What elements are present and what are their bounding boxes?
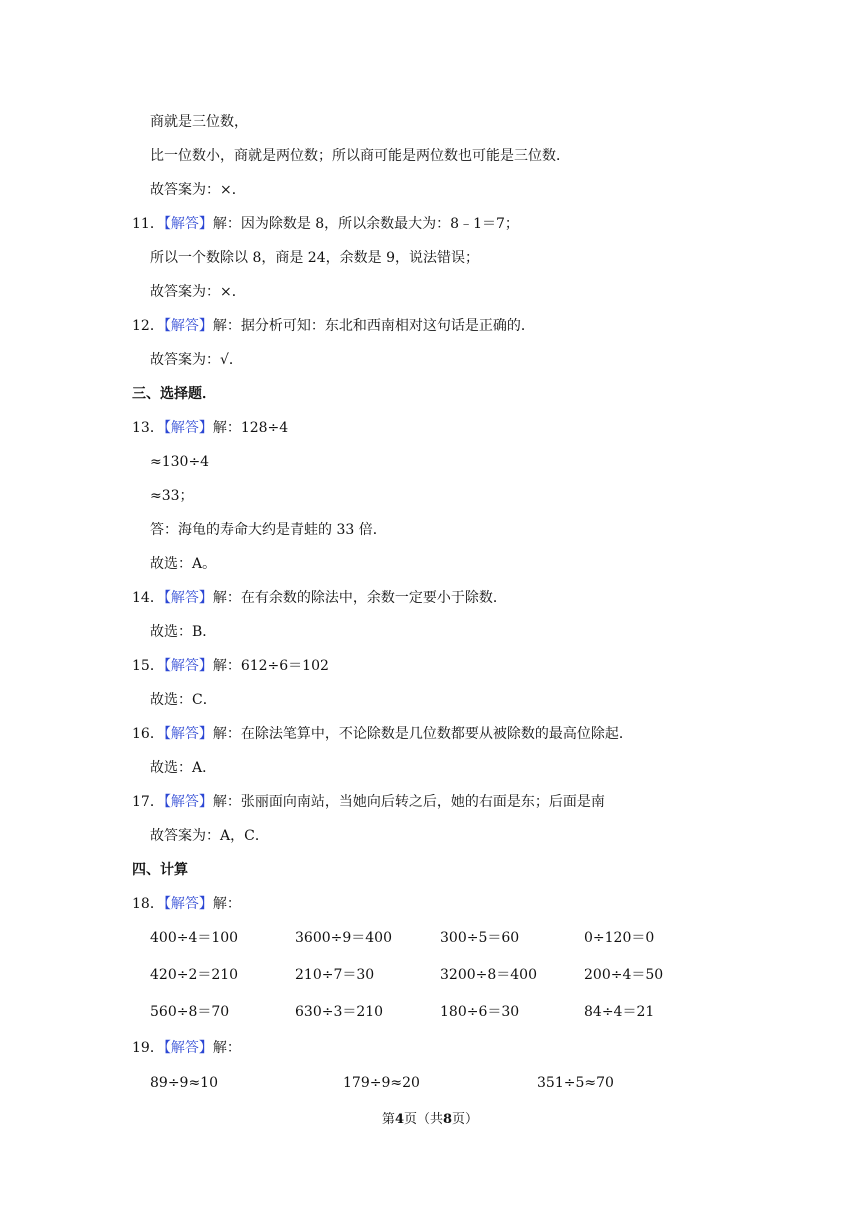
text-line: 比一位数小，商就是两位数；所以商可能是两位数也可能是三位数． bbox=[150, 148, 570, 164]
answer-text: 解：因为除数是 8，所以余数最大为：8﹣1＝7； bbox=[212, 216, 519, 232]
question-15 bbox=[132, 656, 329, 676]
calc-item: 3600÷9＝400 bbox=[295, 930, 392, 946]
answer-tag: 【解答】 bbox=[163, 318, 213, 334]
calc-item: 420÷2＝210 bbox=[150, 967, 239, 983]
calc-item: 400÷4＝100 bbox=[150, 930, 239, 946]
text-line: 故选：C． bbox=[150, 692, 217, 708]
footer-middle: 页（共 bbox=[403, 1112, 443, 1127]
question-number: 19． bbox=[132, 1040, 164, 1056]
calc-item: 180÷6＝30 bbox=[440, 1004, 520, 1020]
answer-tag: 【解答】 bbox=[163, 726, 213, 742]
footer-suffix: 页） bbox=[452, 1112, 479, 1127]
text-line: ≈33； bbox=[150, 488, 194, 504]
answer-text: 解：在除法笔算中，不论除数是几位数都要从被除数的最高位除起． bbox=[212, 726, 633, 742]
text-line: ≈130÷4 bbox=[150, 454, 210, 470]
question-13 bbox=[132, 418, 288, 438]
calc-item: 84÷4＝21 bbox=[584, 1004, 655, 1020]
section-heading: 四、计算 bbox=[132, 862, 188, 878]
question-14 bbox=[132, 588, 507, 608]
text-line: 故答案为：×． bbox=[150, 284, 246, 300]
question-number: 13． bbox=[132, 420, 164, 436]
answer-text: 解：612÷6＝102 bbox=[212, 658, 329, 674]
current-page-number: 4 bbox=[394, 1112, 404, 1127]
page-footer bbox=[0, 1110, 860, 1130]
question-number: 12． bbox=[132, 318, 164, 334]
question-number: 15． bbox=[132, 658, 164, 674]
answer-tag: 【解答】 bbox=[163, 896, 213, 912]
calc-item: 300÷5＝60 bbox=[440, 930, 520, 946]
text-line: 故答案为：A，C． bbox=[150, 828, 269, 844]
answer-text: 解：张丽面向南站，当她向后转之后，她的右面是东；后面是南 bbox=[212, 794, 605, 810]
text-line: 答：海龟的寿命大约是青蛙的 33 倍． bbox=[150, 522, 387, 538]
question-number: 18． bbox=[132, 896, 164, 912]
answer-text: 解：在有余数的除法中，余数一定要小于除数． bbox=[212, 590, 507, 606]
question-18 bbox=[132, 894, 241, 914]
text-line: 故选：A． bbox=[150, 760, 217, 776]
text-line: 故答案为：×． bbox=[150, 182, 246, 198]
calc-item: 0÷120＝0 bbox=[584, 930, 655, 946]
question-17 bbox=[132, 792, 605, 812]
answer-text: 解：128÷4 bbox=[212, 420, 289, 436]
question-number: 14． bbox=[132, 590, 164, 606]
calc-item: 179÷9≈20 bbox=[343, 1075, 420, 1091]
text-line: 故答案为：√． bbox=[150, 352, 243, 368]
calc-item: 630÷3＝210 bbox=[295, 1004, 384, 1020]
section-heading: 三、选择题． bbox=[132, 386, 216, 402]
calc-item: 89÷9≈10 bbox=[150, 1075, 218, 1091]
question-16 bbox=[132, 724, 633, 744]
answer-text: 解： bbox=[212, 896, 241, 912]
text-line: 商就是三位数， bbox=[150, 114, 248, 130]
total-pages-number: 8 bbox=[443, 1112, 453, 1127]
calc-item: 200÷4＝50 bbox=[584, 967, 664, 983]
answer-tag: 【解答】 bbox=[163, 1040, 213, 1056]
answer-tag: 【解答】 bbox=[163, 794, 213, 810]
question-number: 11． bbox=[132, 216, 164, 232]
question-19 bbox=[132, 1038, 241, 1058]
text-line: 故选：B． bbox=[150, 624, 217, 640]
question-11 bbox=[132, 214, 519, 234]
answer-tag: 【解答】 bbox=[163, 590, 213, 606]
answer-tag: 【解答】 bbox=[163, 658, 213, 674]
answer-tag: 【解答】 bbox=[163, 420, 213, 436]
footer-prefix: 第 bbox=[381, 1112, 395, 1127]
answer-text: 解：据分析可知：东北和西南相对这句话是正确的． bbox=[212, 318, 535, 334]
question-12 bbox=[132, 316, 535, 336]
answer-tag: 【解答】 bbox=[163, 216, 213, 232]
calc-item: 351÷5≈70 bbox=[537, 1075, 614, 1091]
question-number: 16． bbox=[132, 726, 164, 742]
calc-item: 210÷7＝30 bbox=[295, 967, 375, 983]
calc-item: 560÷8＝70 bbox=[150, 1004, 230, 1020]
text-line: 故选：A。 bbox=[150, 556, 217, 572]
calc-item: 3200÷8＝400 bbox=[440, 967, 537, 983]
answer-text: 解： bbox=[212, 1040, 241, 1056]
question-number: 17． bbox=[132, 794, 164, 810]
text-line: 所以一个数除以 8，商是 24，余数是 9，说法错误； bbox=[150, 250, 479, 266]
